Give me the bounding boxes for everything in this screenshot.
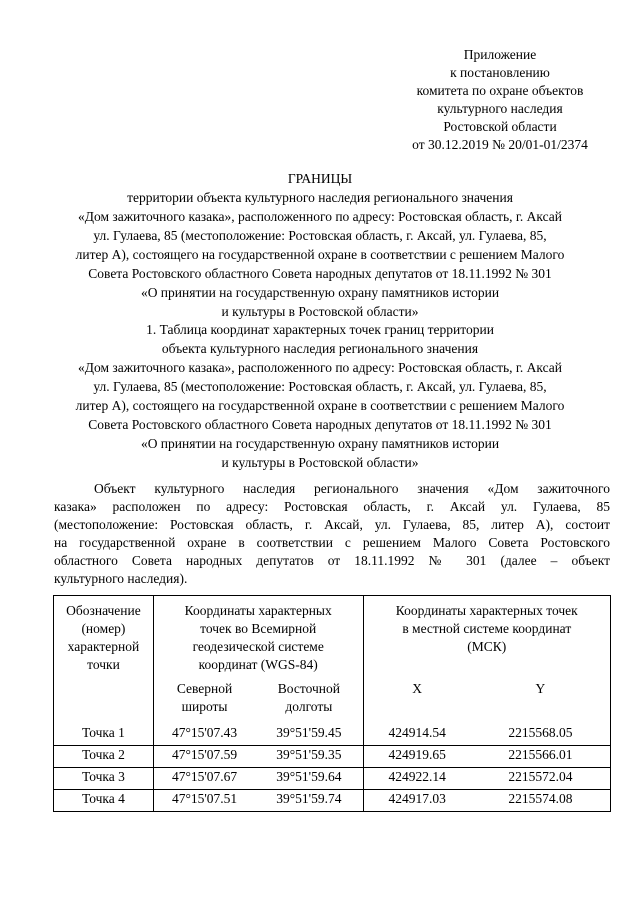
intro-line: казака» расположен по адресу: Ростовская область, г. Аксай ул. Гулаева, 85 [54, 499, 610, 514]
caption-line: 1. Таблица координат характерных точек границ территории [146, 322, 494, 337]
cell-x: 424922.14 [363, 768, 471, 790]
cell-lat: 47°15'07.67 [153, 768, 255, 790]
title-line: территории объекта культурного наследия регионального значения [127, 190, 513, 205]
caption-line: ул. Гулаева, 85 (местоположение: Ростовская область, г. Аксай, ул. Гулаева, 85, [93, 379, 547, 394]
title-heading: ГРАНИЦЫ [287, 171, 353, 186]
caption-line: Совета Ростовского областного Совета народных депутатов от 18.11.1992 № 301 [88, 417, 552, 432]
header-msk-line: в местной системе координат [402, 621, 572, 636]
header-north-line: Северной [176, 681, 233, 696]
header-wgs-line: точек во Всемирной [200, 621, 317, 636]
table-caption [40, 320, 600, 472]
cell-point: Точка 4 [54, 790, 154, 812]
cell-lon: 39°51'59.74 [255, 790, 363, 812]
cell-lat: 47°15'07.59 [153, 746, 255, 768]
cell-lat: 47°15'07.51 [153, 790, 255, 812]
title-line: «Дом зажиточного казака», расположенного по адресу: Ростовская область, г. Аксай [78, 209, 562, 224]
header-wgs [153, 596, 363, 675]
header-msk [363, 596, 610, 675]
title-line: Совета Ростовского областного Совета народных депутатов от 18.11.1992 № 301 [88, 266, 552, 281]
table-row [54, 724, 611, 746]
header-point-line: (номер) [81, 621, 126, 636]
cell-x: 424914.54 [388, 725, 446, 740]
coordinates-table [53, 595, 611, 812]
header-point-line: Обозначение [66, 603, 141, 618]
appendix-line: Ростовской области [443, 119, 557, 134]
caption-line: литер А), состоящего на государственной охране в соответствии с решением Малого [75, 398, 565, 413]
header-wgs-line: Координаты характерных [184, 603, 332, 618]
appendix-line: от 30.12.2019 № 20/01-01/2374 [412, 137, 588, 152]
cell-y: 2215572.04 [471, 768, 611, 790]
cell-lon: 39°51'59.45 [255, 724, 363, 746]
header-msk-line: (МСК) [467, 639, 507, 654]
header-msk-line: Координаты характерных точек [395, 603, 578, 618]
title-line: ул. Гулаева, 85 (местоположение: Ростовская область, г. Аксай, ул. Гулаева, 85, [93, 228, 547, 243]
cell-point: Точка 2 [54, 746, 154, 768]
header-north [153, 674, 255, 724]
cell-lat: 47°15'07.43 [171, 725, 238, 740]
header-wgs-line: координат (WGS-84) [198, 657, 318, 672]
cell-y: 2215574.08 [471, 790, 611, 812]
header-x: X [412, 681, 423, 696]
cell-y: 2215566.01 [471, 746, 611, 768]
intro-line: на государственной охране в соответствии с решением Малого Совета Ростовского [54, 535, 610, 550]
table-row [54, 746, 611, 768]
title-line: и культуры в Ростовской области» [221, 304, 419, 319]
title-line: «О принятии на государственную охрану памятников истории [140, 285, 500, 300]
document-title [40, 169, 600, 321]
caption-line: «Дом зажиточного казака», расположенного по адресу: Ростовская область, г. Аксай [78, 360, 562, 375]
title-line: литер А), состоящего на государственной охране в соответствии с решением Малого [75, 247, 565, 262]
table-row [54, 790, 611, 812]
header-east-line: долготы [285, 699, 333, 714]
intro-line: культурного наследия). [54, 571, 188, 586]
cell-x: 424917.03 [363, 790, 471, 812]
header-north-line: широты [181, 699, 228, 714]
intro-line: Объект культурного наследия регионального значения «Дом зажиточного [94, 481, 610, 496]
appendix-line: комитета по охране объектов [416, 83, 584, 98]
cell-lon: 39°51'59.64 [255, 768, 363, 790]
caption-line: «О принятии на государственную охрану памятников истории [140, 436, 500, 451]
header-point-line: точки [87, 657, 120, 672]
table-row [54, 768, 611, 790]
intro-paragraph [54, 480, 610, 588]
appendix-line: культурного наследия [437, 101, 563, 116]
appendix-line: к постановлению [450, 65, 550, 80]
cell-y: 2215568.05 [471, 724, 611, 746]
cell-x: 424919.65 [363, 746, 471, 768]
intro-line: (местоположение: Ростовская область, г. Аксай, ул. Гулаева, 85, литер А), состоит [54, 517, 610, 532]
appendix-line: Приложение [463, 47, 537, 62]
header-y: Y [471, 674, 611, 724]
intro-line: областного Совета народных депутатов от 18.11.1992 № 301 (далее – объект [54, 553, 610, 568]
header-wgs-line: геодезической системе [192, 639, 324, 654]
header-east-line: Восточной [277, 681, 340, 696]
cell-point: Точка 3 [54, 768, 154, 790]
appendix-header [400, 46, 600, 154]
header-point [54, 596, 154, 725]
header-east [255, 674, 363, 724]
cell-point: Точка 1 [54, 724, 154, 746]
caption-line: объекта культурного наследия регионального значения [161, 341, 479, 356]
header-point-line: характерной [67, 639, 140, 654]
cell-lon: 39°51'59.35 [255, 746, 363, 768]
caption-line: и культуры в Ростовской области» [221, 455, 419, 470]
